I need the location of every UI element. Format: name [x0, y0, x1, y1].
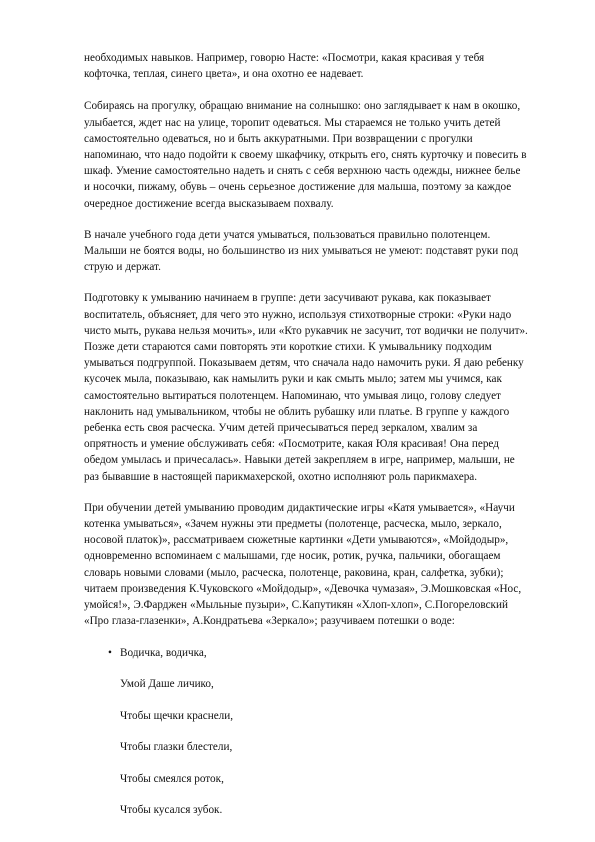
poem-line: Чтобы кусался зубок. [120, 804, 223, 816]
poem-line: Чтобы щечки краснели, [120, 709, 234, 722]
paragraph-1: необходимых навыков. Например, говорю Насте: «Посмотри, какая красивая у тебя кофточка, теплая, синего цвета», и она охотно ее надевает. [84, 52, 485, 81]
paragraph-3: В начале учебного года дети учатся умываться, пользоваться правильно полотенцем. Малыши не боятся воды, но большинство из них умываться не умеют: подставят руки под струю и держат. [84, 228, 519, 274]
poem-block [84, 645, 529, 819]
poem-line: Умой Даше личико, [120, 678, 214, 690]
paragraph-2: Собираясь на прогулку, обращаю внимание на солнышко: оно заглядывает к нам в окошко, улыбается, ждет нас на улице, торопит одеваться. Мы стараемся не только учить детей самостоятельно одеваться, но и быть аккуратными. При возвращении с прогулки напоминаю, что надо подойти к своему шкафчику, открыть его, снять курточку и повесить в шкаф. Умение самостоятельно надеть и снять с себя верхнюю часть одежды, нижнее белье и носочки, пижаму, обувь – очень серьезное достижение для малыша, поэтому за каждое очередное достижение всегда высказываем похвалу. [84, 100, 527, 210]
poem-line: Чтобы глазки блестели, [120, 741, 233, 753]
poem-line: Водичка, водичка, [120, 646, 207, 659]
paragraph-4: Подготовку к умыванию начинаем в группе: дети засучивают рукава, как показывает воспитатель, объясняет, для чего это нужно, используя стихотворные строки: «Руки надо чисто мыть, рукава нельзя мочить», или «Кто рукавчик не засучит, тот водички не получит». Позже дети стараются сами повторять эти короткие стихи. К умывальнику подходим умываться подгруппой. Показываем детям, что сначала надо намочить руки. Я даю ребенку кусочек мыла, показываю, как намылить руки и как смыть мыло; затем мы учимся, как самостоятельно вытираться полотенцем. Напоминаю, что умывая лицо, голову следует наклонить над умывальником, чтобы не облить рубашку или платье. В группе у каждого ребенка есть своя расческа. Учим детей причесываться перед зеркалом, хвалим за опрятность и умение обслуживать себя: «Посмотрите, какая Юля красивая! Она перед обедом умылась и причесалась». Навыки детей закрепляем в игре, например, малыши, не раз бывавшие в настоящей парикмахерской, охотно исполняют роль парикмахера. [84, 292, 528, 483]
bullet-marker: • [108, 646, 112, 659]
paragraph-5: При обучении детей умыванию проводим дидактические игры «Катя умывается», «Научи котенка умываться», «Зачем нужны эти предметы (полотенце, расческа, мыло, зеркало, носовой платок)», рассматриваем сюжетные картинки «Дети умываются», «Мойдодыр», одновременно вспоминаем с малышами, где носик, ротик, ручка, пальчики, обогащаем словарь новыми словами (мыло, расческа, полотенце, раковина, кран, салфетка, зубки); читаем произведения К.Чуковского «Мойдодыр», «Девочка чумазая», Э.Мошковская «Нос, умойся!», Э.Фарджен «Мыльные пузыри», С.Капутикян «Хлоп-хлоп», С.Погореловский «Про глаза-глазенки», А.Кондратьева «Зеркало»; разучиваем потешки о воде: [84, 501, 522, 628]
page-content [84, 50, 529, 834]
poem-line: Чтобы смеялся роток, [120, 772, 224, 785]
